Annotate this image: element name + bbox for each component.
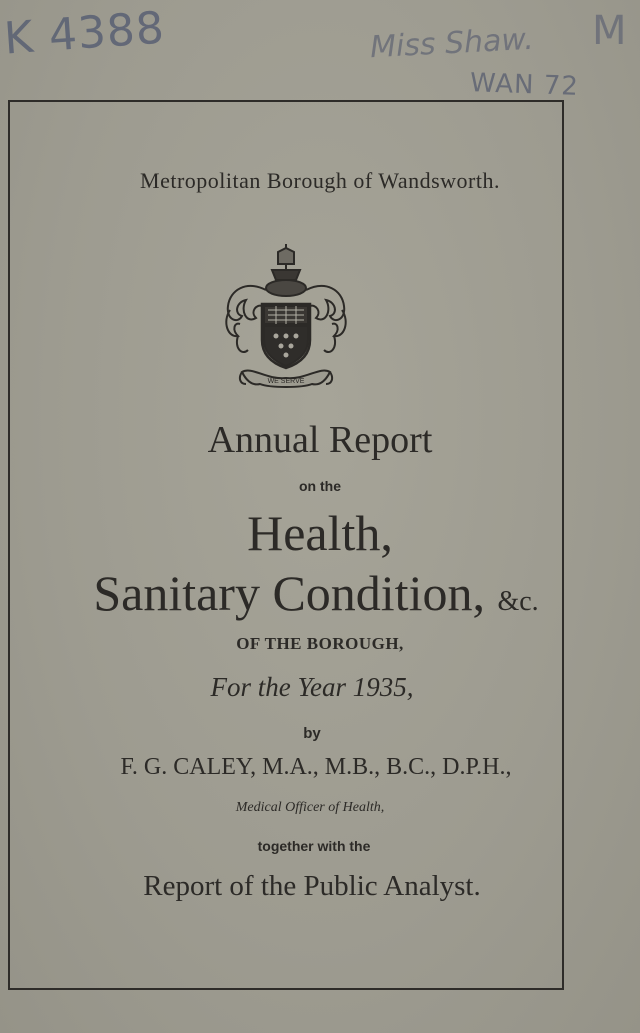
- of-the-borough: OF THE BOROUGH,: [236, 634, 404, 653]
- on-the-text: on the: [299, 478, 341, 494]
- health-title: Health,: [247, 505, 393, 561]
- owner-handwritten: Miss Shaw.: [369, 21, 535, 66]
- borough-heading: Metropolitan Borough of Wandsworth.: [140, 168, 500, 193]
- catalog-number-handwritten: K 4388: [2, 2, 167, 65]
- public-analyst-title: Report of the Public Analyst.: [143, 870, 481, 902]
- coat-of-arms-icon: [216, 240, 356, 390]
- etc-text: &c.: [497, 586, 539, 617]
- corner-mark-handwritten: M: [592, 8, 627, 54]
- author-name: F. G. CALEY, M.A., M.B., B.C., D.P.H.,: [120, 754, 512, 780]
- author-role: Medical Officer of Health,: [235, 800, 385, 815]
- report-year: For the Year 1935,: [210, 672, 414, 702]
- sanitary-text: Sanitary Condition,: [93, 565, 498, 621]
- crest-motto: WE SERVE: [267, 378, 305, 385]
- by-text: by: [303, 725, 321, 742]
- sanitary-condition-title: [0, 564, 636, 622]
- together-text: together with the: [257, 838, 371, 854]
- reference-handwritten: WAN 72: [469, 68, 580, 102]
- report-title: Annual Report: [207, 419, 433, 461]
